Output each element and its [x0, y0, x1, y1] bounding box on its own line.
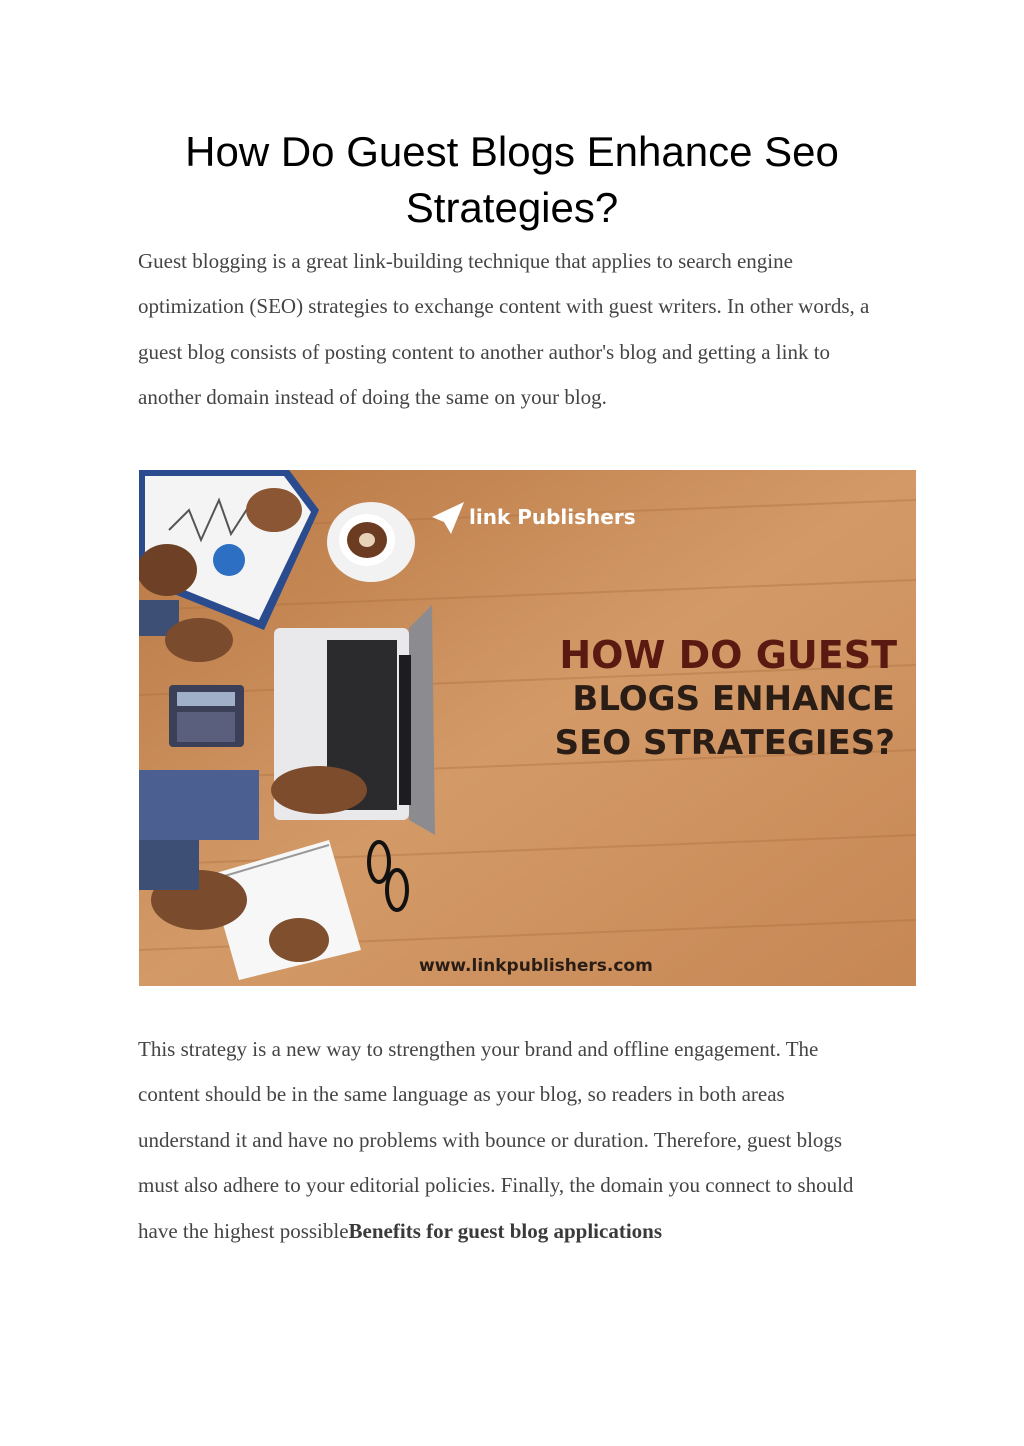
headline-line-3: SEO STRATEGIES?: [554, 723, 895, 763]
body-paragraph-text: This strategy is a new way to strengthen your brand and offline engagement. The content should be in the same language as your blog, so readers in both areas understand it and have no problems with bounce or duration. Therefore, guest blogs must also adhere to your editorial policies. Finally, the domain you connect to should have the highest possible: [138, 1037, 854, 1243]
coffee-cup: [327, 502, 415, 582]
hand-laptop: [271, 766, 367, 814]
brand-name: link Publishers: [469, 505, 636, 529]
hand-left-2: [165, 618, 233, 662]
body-paragraph: [138, 1027, 878, 1254]
hand-left-1: [139, 544, 197, 596]
hand-top-pen: [246, 488, 302, 532]
headline-line-2: BLOGS ENHANCE: [572, 679, 895, 719]
page-title: How Do Guest Blogs Enhance Seo Strategies?: [185, 128, 839, 231]
hero-image: [139, 470, 916, 986]
section-heading-benefits: Benefits for guest blog applications: [348, 1218, 663, 1243]
hand-pen-bottom: [269, 918, 329, 962]
shirt-sleeve-3: [139, 840, 199, 890]
website-url: www.linkpublishers.com: [419, 956, 653, 976]
headline-line-1: HOW DO GUEST: [559, 633, 897, 677]
intro-paragraph: Guest blogging is a great link-building technique that applies to search engine optimization (SEO) strategies to exchange content with guest writers. In other words, a guest blog consists of posting content to another author's blog and getting a link to another domain instead of doing the same on your blog.: [138, 249, 870, 410]
calculator: [169, 685, 244, 747]
shirt-sleeve-2: [139, 770, 259, 840]
